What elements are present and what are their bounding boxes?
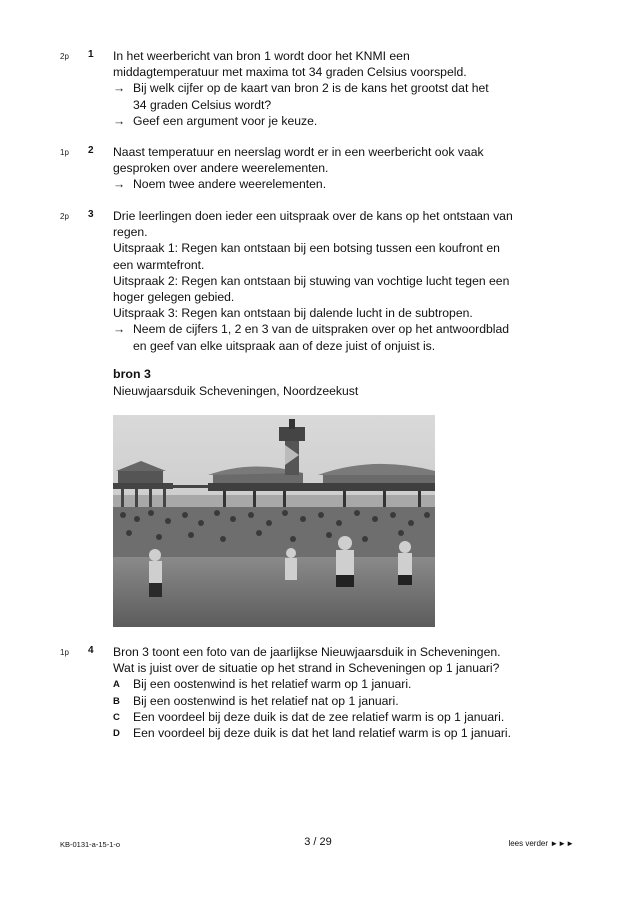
task-item: → Noem twee andere weerelementen. [113, 177, 327, 192]
task-item: → Neem de cijfers 1, 2 en 3 van de uitspraken over op het antwoordblad [113, 322, 510, 337]
question-number: 1 [88, 49, 94, 60]
question-points: 2p [60, 212, 69, 221]
task-item: → Bij welk cijfer op de kaart van bron 2 is de kans het grootst dat het [113, 81, 489, 96]
arrow-icon: → [113, 322, 126, 337]
arrow-icon: → [113, 177, 126, 192]
arrow-icon: → [113, 81, 126, 96]
question-points: 1p [60, 648, 69, 657]
exam-code: KB-0131-a-15-1-o [60, 840, 121, 849]
question-points: 1p [60, 148, 69, 157]
question-points: 2p [60, 52, 69, 61]
source-subtitle: Nieuwjaarsduik Scheveningen, Noordzeekust [113, 384, 359, 398]
question-number: 2 [88, 145, 94, 156]
question-number: 3 [88, 209, 94, 220]
arrow-icon: → [113, 113, 126, 128]
continue-label: lees verder ►►► [508, 839, 574, 848]
question-number: 4 [88, 645, 94, 656]
question-text: Naast temperatuur en neerslag wordt er in een weerbericht ook vaak gesproken over andere weerelementen. → Noem twee andere weerelementen. [113, 144, 573, 193]
answer-option-b: B Bij een oostenwind is het relatief nat op 1 januari. [113, 693, 399, 708]
answer-option-d: D Een voordeel bij deze duik is dat het land relatief warm is op 1 januari. [113, 726, 512, 741]
answer-option-c: C Een voordeel bij deze duik is dat de zee relatief warm is op 1 januari. [113, 709, 505, 724]
beach-photo [113, 415, 435, 627]
question-text: Bron 3 toont een foto van de jaarlijkse Nieuwjaarsduik in Scheveningen. Wat is juist over de situatie op het strand in Scheveningen op 1 januari? A Bij een oostenwind is het relatief warm op 1 januari. B Bij een oostenwind is het relatief nat op 1 januari. C Een voordeel bij deze duik is dat de zee relatief warm is op 1 januari. D Een voordeel bij deze duik is dat het land relatief warm is op 1 januari. [113, 644, 573, 741]
question-text: In het weerbericht van bron 1 wordt door het KNMI een middagtemperatuur met maxima tot 34 graden Celsius voorspeld. → Bij welk cijfer op de kaart van bron 2 is de kans het grootst dat het 34 graden Celsius wordt? → Geef een argument voor je keuze. [113, 48, 573, 129]
task-item: → Geef een argument voor je keuze. [113, 113, 318, 128]
source-title: bron 3 [113, 367, 151, 381]
answer-option-a: A Bij een oostenwind is het relatief warm op 1 januari. [113, 677, 412, 692]
question-text: Drie leerlingen doen ieder een uitspraak over de kans op het ontstaan van regen. Uitspraak 1: Regen kan ontstaan bij een botsing tussen een koufront en een warmtefront. Uitspraak 2: Regen kan ontstaan bij stuwing van vochtige lucht tegen een hoger gelegen gebied. Uitspraak 3: Regen kan ontstaan bij dalende lucht in de subtropen. → Neem de cijfers 1, 2 en 3 van de uitspraken over op het antwoordblad en geef van elke uitspraak aan of deze juist of onjuist is. [113, 208, 573, 354]
page-number: 3 / 29 [304, 836, 332, 848]
